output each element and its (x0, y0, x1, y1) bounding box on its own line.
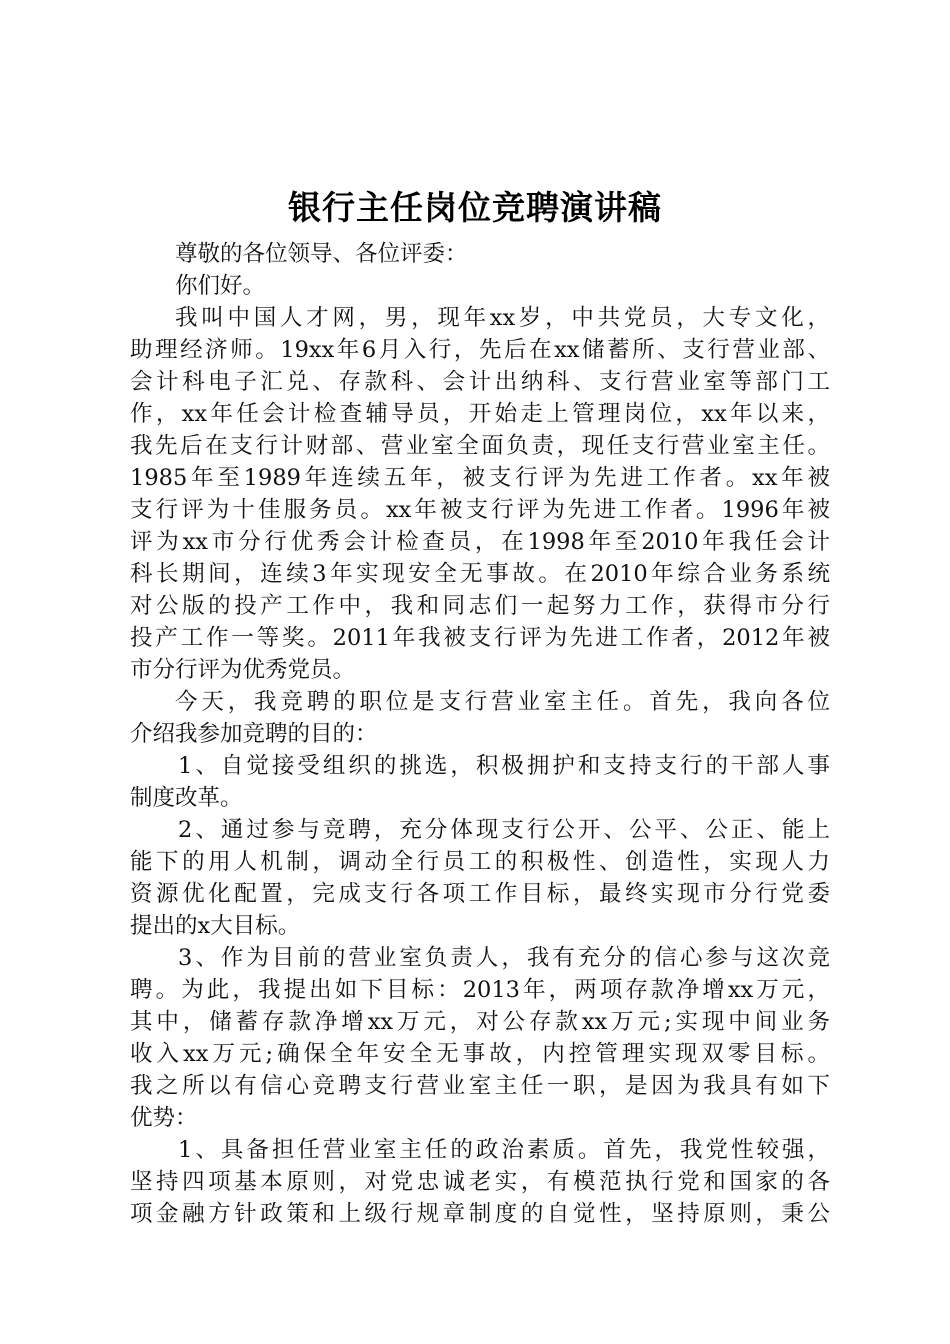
text-line: 1、具备担任营业室主任的政治素质。首先，我党性较强， (178, 1137, 830, 1163)
text-line: 收入xx万元;确保全年安全无事故，内控管理实现双零目标。 (130, 1041, 830, 1067)
text-line: 尊敬的各位领导、各位评委： (175, 241, 468, 267)
document-title: 银行主任岗位竞聘演讲稿 (288, 188, 662, 227)
text-line: 其中，储蓄存款净增xx万元，对公存款xx万元;实现中间业务 (130, 1009, 830, 1035)
text-line: 提出的x大目标。 (130, 913, 301, 939)
text-line: 支行评为十佳服务员。xx年被支行评为先进工作者。1996年被 (130, 497, 830, 523)
text-line: 2、通过参与竞聘，充分体现支行公开、公平、公正、能上 (178, 817, 830, 843)
text-line: 资源优化配置，完成支行各项工作目标，最终实现市分行党委 (130, 881, 830, 907)
text-line: 科长期间，连续3年实现安全无事故。在2010年综合业务系统 (130, 561, 830, 587)
text-line: 今天，我竞聘的职位是支行营业室主任。首先，我向各位 (175, 689, 830, 715)
text-line: 我先后在支行计财部、营业室全面负责，现任支行营业室主任。 (130, 433, 830, 459)
text-line: 助理经济师。19xx年6月入行，先后在xx储蓄所、支行营业部、 (130, 337, 830, 363)
text-line: 3、作为目前的营业室负责人，我有充分的信心参与这次竞 (178, 945, 830, 971)
text-line: 我之所以有信心竞聘支行营业室主任一职，是因为我具有如下 (130, 1073, 830, 1099)
text-line: 对公版的投产工作中，我和同志们一起努力工作，获得市分行 (130, 593, 830, 619)
text-line: 你们好。 (175, 273, 266, 299)
text-line: 能下的用人机制，调动全行员工的积极性、创造性，实现人力 (130, 849, 830, 875)
text-line: 聘。为此，我提出如下目标：2013年，两项存款净增xx万元， (130, 977, 830, 1003)
text-line: 制度改革。 (130, 785, 243, 811)
text-line: 1985年至1989年连续五年，被支行评为先进工作者。xx年被 (130, 465, 830, 491)
text-line: 会计科电子汇兑、存款科、会计出纳科、支行营业室等部门工 (130, 369, 830, 395)
document-body (130, 238, 830, 1230)
text-line: 1、自觉接受组织的挑选，积极拥护和支持支行的干部人事 (178, 753, 830, 779)
text-line: 介绍我参加竞聘的目的： (130, 721, 378, 747)
text-line: 优势： (130, 1105, 198, 1131)
text-line: 投产工作一等奖。2011年我被支行评为先进工作者，2012年被 (130, 625, 830, 651)
text-line: 我叫中国人才网，男，现年xx岁，中共党员，大专文化， (175, 305, 830, 331)
text-line: 坚持四项基本原则，对党忠诚老实，有模范执行党和国家的各 (130, 1169, 830, 1195)
text-line: 作，xx年任会计检查辅导员，开始走上管理岗位，xx年以来， (130, 401, 830, 427)
text-line: 市分行评为优秀党员。 (130, 657, 356, 683)
text-line: 评为xx市分行优秀会计检查员，在1998年至2010年我任会计 (130, 529, 830, 555)
text-line: 项金融方针政策和上级行规章制度的自觉性，坚持原则，秉公 (130, 1201, 830, 1227)
